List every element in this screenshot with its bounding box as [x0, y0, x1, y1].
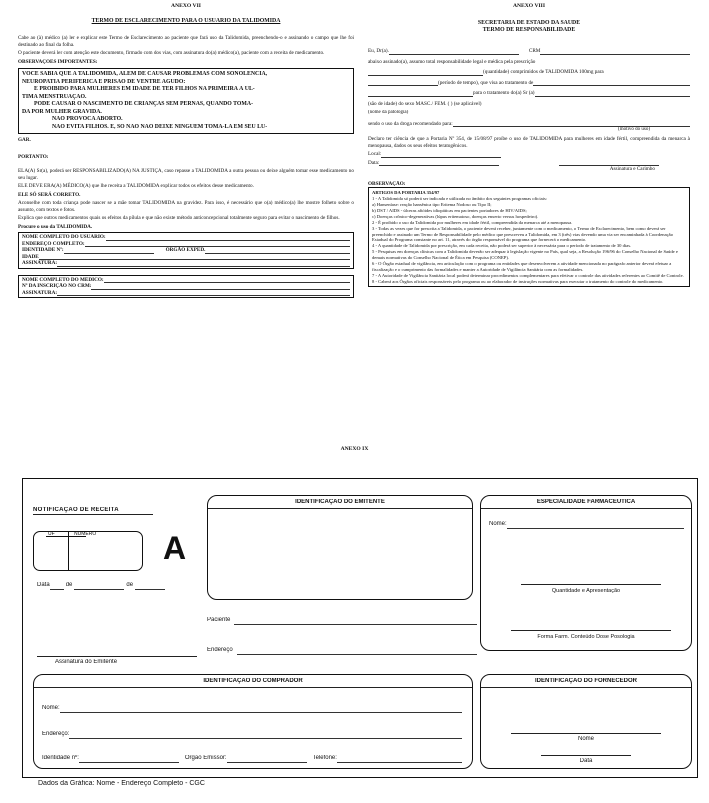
- pharma-name-field[interactable]: [507, 524, 684, 529]
- prescription-type-letter: A: [163, 530, 187, 566]
- issuer-box[interactable]: [207, 495, 473, 600]
- user-name-label: NOME COMPLETO DO USUÁRIO:: [22, 234, 106, 241]
- annex-vii-page: [18, 3, 354, 358]
- program-field[interactable]: [533, 81, 690, 86]
- article-item: 2 - É proibido o uso da Talidomida por mulheres em idade fértil, compreendida da menarca até a menopausa.: [372, 219, 573, 225]
- article-item: 3 - Todas as vezes que for prescrita a Talidomida, o paciente deverá receber, juntamente com o medicamento, o Termo de Esclarecimento, bem como deverá ser preenchido e assinado um Termo de Responsabilidade pelo médico que prescreveu a Talidomida, em 3 (três) vias devendo uma via ser encaminhada à Coordenação Estadual do Programa constante no art. 11, através do órgão responsável do programa que fornecerá o medicamento.: [372, 225, 673, 243]
- doctor-label: Eu, Dr(a).: [368, 48, 389, 55]
- use-field[interactable]: [453, 122, 690, 127]
- buyer-name-field[interactable]: [60, 708, 462, 713]
- obs-title: OBSERVAÇÃO:: [368, 180, 406, 187]
- supplier-date-label: Data: [579, 758, 593, 764]
- article-item: c) Doenças crônico-degenerativas (lúpus eritematoso, doenças enxerto versus hospedeiro).: [372, 213, 539, 219]
- date-field[interactable]: [379, 161, 499, 166]
- crm-label: Nº DA INSCRIÇÃO NO CRM:: [22, 283, 92, 290]
- warning-line: TIMA MENSTRUAÇÃO.: [22, 93, 87, 100]
- doctor-signature-field[interactable]: [57, 291, 350, 296]
- pathology-hint: (nome da patologia): [368, 110, 409, 116]
- warning-continuation: GAR.: [18, 137, 31, 144]
- warning-box: [18, 68, 354, 134]
- warning-line: É PROIBIDO PARA MULHERES EM IDADE DE TER FILHOS NA PRIMEIRA À ÚL-: [34, 86, 255, 93]
- patient-field[interactable]: [234, 620, 477, 625]
- warning-line: DA POR MULHER GRÁVIDA.: [22, 108, 102, 115]
- article-item: 4 - A quantidade de Talidomida por prescrição, em cada receita, não poderá ser superior à necessária para o período de tratamento de 30 dias.: [372, 243, 632, 249]
- form-hint: Forma Farm. Conteúdo Dose Posologia: [537, 634, 635, 640]
- use-hint: (motivo do uso): [618, 127, 650, 133]
- issuer-field[interactable]: [205, 249, 350, 254]
- doctor-field[interactable]: [389, 50, 519, 55]
- signature-label: ASSINATURA:: [22, 260, 58, 267]
- paragraph: ELE SÓ SERÁ CORRETO.: [18, 191, 81, 198]
- articles-title: ARTIGOS DA PORTARIA 354/97: [372, 190, 440, 196]
- doctor-signature-label: ASSINATURA:: [22, 289, 58, 296]
- crm-field[interactable]: [91, 285, 350, 290]
- buyer-name-label: Nome:: [42, 705, 60, 711]
- buyer-id-label: Identidade nº:: [42, 755, 79, 761]
- buyer-issuer-field[interactable]: [227, 758, 307, 763]
- paragraph: Explica que outros medicamentos quais os efeitos da pílula e que não existe método anticoncepcional totalmente seguro para evitar o nascimento de filhos.: [18, 215, 340, 222]
- supplier-name-label: Nome: [577, 736, 594, 742]
- annex-vii-title: TERMO DE ESCLARECIMENTO PARA O USUÁRIO DA TALIDOMIDA: [91, 17, 281, 24]
- signature-hint: Assinatura e Carimbo: [609, 166, 655, 173]
- issuer-label: ÓRGÃO EXPED.: [165, 247, 206, 254]
- buyer-phone-field[interactable]: [337, 758, 462, 763]
- buyer-phone-label: Telefone:: [312, 755, 337, 761]
- article-item: a) Hanseníase: reação hansênica tipo Eritema Nodoso ou Tipo II;: [372, 202, 492, 208]
- article-item: 8 - Caberá aos Órgãos oficiais responsáveis pelo programa ou ao elaborador de instruções normativas para executar o tratamento do controle do medicamento.: [372, 278, 664, 284]
- declaration: Declaro ter ciência de que a Portaria Nº 354, de 15/08/97 proíbe o uso de TALIDOMIDA para mulheres em idade fértil, compreendida da menarca à menopausa, dados os seus efeitos teratogênicos.: [368, 136, 690, 149]
- article-item: 7 - A Autoridade de Vigilância Sanitária local poderá determinar procedimentos complementares para efetivar o controle das atividades referentes ao Comitê de Controle.: [372, 272, 684, 278]
- supplier-box[interactable]: [480, 674, 692, 769]
- age-label: IDADE: [22, 253, 39, 260]
- address-label: ENDEREÇO COMPLETO:: [22, 240, 85, 247]
- treatment-field[interactable]: [368, 92, 473, 97]
- warning-line: NÃO EVITA FILHOS. E, SÓ NÃO NÃO DEIXE NINGUÉM TOMÁ-LA EM SEU LU-: [52, 123, 268, 130]
- local-field[interactable]: [381, 153, 501, 158]
- articles-box: [368, 187, 690, 287]
- term-line: abaixo assinado(a), assumo total responsabilidade legal e médica pela prescrição: [368, 58, 536, 65]
- address-label: Endereço: [207, 647, 233, 653]
- buyer-address-label: Endereço:: [42, 731, 70, 737]
- age-field[interactable]: [39, 255, 350, 260]
- prescription-form: [22, 478, 698, 778]
- portanto-label: PORTANTO:: [18, 153, 49, 160]
- buyer-address-field[interactable]: [69, 734, 462, 739]
- article-item: b) DST / AIDS - úlceras aftóides idiopáticas em pacientes portadores de HIV/AIDS;: [372, 208, 527, 214]
- de-label: de: [65, 582, 73, 588]
- quantity-field[interactable]: [368, 71, 483, 76]
- annex-vii-intro2: O paciente deverá ler com atenção este documento, firmado com dos vias, com assinatura do(a) médico(a), paciente com a receita de medicamento.: [18, 50, 325, 57]
- uf-number-box[interactable]: [33, 531, 143, 571]
- buyer-box[interactable]: [33, 674, 473, 769]
- term-line: (período de tempo), que visa ao tratamento de: [438, 79, 534, 86]
- paragraph: ELE DEVE ERA(A) MÉDICO(A) que lhe receita a TALIDOMIDA explicar todos os efeitos desse medicamento.: [18, 183, 254, 190]
- date-day-field[interactable]: [50, 585, 64, 590]
- printer-footer: Dados da Gráfica: Nome - Endereço Completo - CGC: [38, 780, 205, 787]
- article-item: 1 - A Talidomida só poderá ser indicada e utilizada no âmbito dos seguintes programas oficiais:: [372, 196, 548, 202]
- uf-label: UF: [48, 531, 55, 537]
- address-field[interactable]: [85, 242, 350, 247]
- date-label: Data: [37, 582, 50, 588]
- annex-viii-header2: TERMO DE RESPONSABILIDADE: [482, 27, 576, 34]
- paragraph: Aconselhe com toda criança pode nascer se a mãe tomar TALIDOMIDA na gravidez. Para isso, é necessário que o(a) médico(a) lhe mostre folheto sobre o assunto, com textos e fotos.: [18, 200, 354, 213]
- paragraph: ELA(A) Sr(a), poderá ser RESPONSABILIZADO(A) NA JUSTIÇA, caso repasse a TALIDOMIDA a outra pessoa ou deixe alguém tomar esse medicamento no seu lugar.: [18, 168, 354, 181]
- notification-title: NOTIFICAÇÃO DE RECEITA: [33, 507, 119, 513]
- buyer-id-field[interactable]: [79, 758, 179, 763]
- warning-line: NEUROPATIA PERIFÉRICA E PRISÃO DE VENTRE AGUDO:: [22, 78, 186, 85]
- buyer-title: IDENTIFICAÇÃO DO COMPRADOR: [203, 678, 303, 684]
- user-form: [18, 232, 354, 269]
- annex-vii-obs-label: OBSERVAÇÕES IMPORTANTES:: [18, 58, 98, 65]
- issuer-signature-line[interactable]: [37, 656, 197, 657]
- doctor-form: [18, 275, 354, 299]
- patient-field[interactable]: [535, 92, 690, 97]
- annex-vii-intro: Cabe ao (à) médico (a) ler e explicar este Termo de Esclarecimento ao paciente que fará uso da Talidomida, preenchendo-o e assinando o campo que lhe foi destinado ao final da folha.: [18, 35, 354, 48]
- issuer-title: IDENTIFICAÇÃO DO EMITENTE: [295, 499, 385, 505]
- annex-vii-label: ANEXO VII: [171, 3, 201, 9]
- term-line: (quantidade) comprimidos de TALIDOMIDA 100mg para: [483, 69, 604, 76]
- doctor-name-field[interactable]: [104, 278, 350, 283]
- quantity-hint: Quantidade e Apresentação: [551, 588, 621, 594]
- supplier-title: IDENTIFICAÇÃO DO FORNECEDOR: [535, 678, 637, 684]
- doctor-name-label: NOME COMPLETO DO MÉDICO:: [22, 276, 104, 283]
- pharma-box[interactable]: [480, 495, 692, 651]
- annex-viii-page: [368, 3, 690, 413]
- term-line: sendo o uso da droga recomendado para:: [368, 120, 453, 127]
- user-name-field[interactable]: [106, 236, 350, 241]
- pharma-title: ESPECIALIDADE FARMACÊUTICA: [536, 499, 636, 505]
- local-label: Local:: [368, 151, 382, 158]
- number-label: NÚMERO: [74, 531, 97, 537]
- address-field[interactable]: [237, 650, 477, 655]
- period-field[interactable]: [368, 81, 438, 86]
- de-label: de: [126, 582, 134, 588]
- id-field[interactable]: [64, 249, 154, 254]
- crm-field[interactable]: [540, 50, 690, 55]
- buyer-issuer-label: Órgão Emissor:: [184, 755, 227, 761]
- paragraph: Procure o uso da TALIDOMIDA.: [18, 223, 93, 230]
- date-label: Data:: [368, 159, 380, 166]
- article-item: 6 - O Órgão estadual de vigilância, em articulação com o programa ou entidades que desenvolverem a atividade mencionada no parágrafo anterior deverá efetuar a fiscalização e o cumprimento das formalidades e manter a Autoridade de Vigilância Sanitária com as formalidades.: [372, 260, 672, 272]
- patient-label: Paciente: [207, 617, 231, 623]
- annex-ix-label: ANEXO IX: [340, 446, 369, 452]
- annex-viii-header1: SECRETARIA DE ESTADO DA SAÚDE: [477, 19, 581, 26]
- issuer-signature-label: Assinatura do Emitente: [55, 659, 118, 665]
- article-item: 5 - Pesquisas em doenças clínicas com a Talidomida deverão ser adequar à legislação vigente no País, qual seja, a Resolução 196/96 do Conselho Nacional de Saúde e demais normativas do Conselho Nacional de Ética em Pesquisa (CONEP).: [372, 249, 678, 261]
- date-year-field[interactable]: [135, 585, 165, 590]
- warning-line: NÃO PROVOCA ABORTO.: [52, 116, 123, 123]
- warning-line: VOCÊ SABIA QUE A TALIDOMIDA, ALÉM DE CAUSAR PROBLEMAS COM SONOLÊNCIA,: [22, 71, 268, 78]
- id-label: IDENTIDADE Nº:: [22, 247, 64, 254]
- pharma-name-label: Nome:: [489, 521, 507, 527]
- warning-line: PODE CAUSAR O NASCIMENTO DE CRIANÇAS SEM PERNAS, QUANDO TOMA-: [34, 101, 254, 108]
- term-line: (são de idade) do sexo MASC./ FEM. ( ) (se aplicável): [368, 100, 482, 107]
- signature-field[interactable]: [57, 262, 350, 267]
- annex-viii-label: ANEXO VIII: [512, 3, 546, 9]
- date-month-field[interactable]: [74, 585, 124, 590]
- term-line: para o tratamento do(a) Sr (a): [473, 90, 535, 97]
- crm-label: CRM: [528, 48, 541, 55]
